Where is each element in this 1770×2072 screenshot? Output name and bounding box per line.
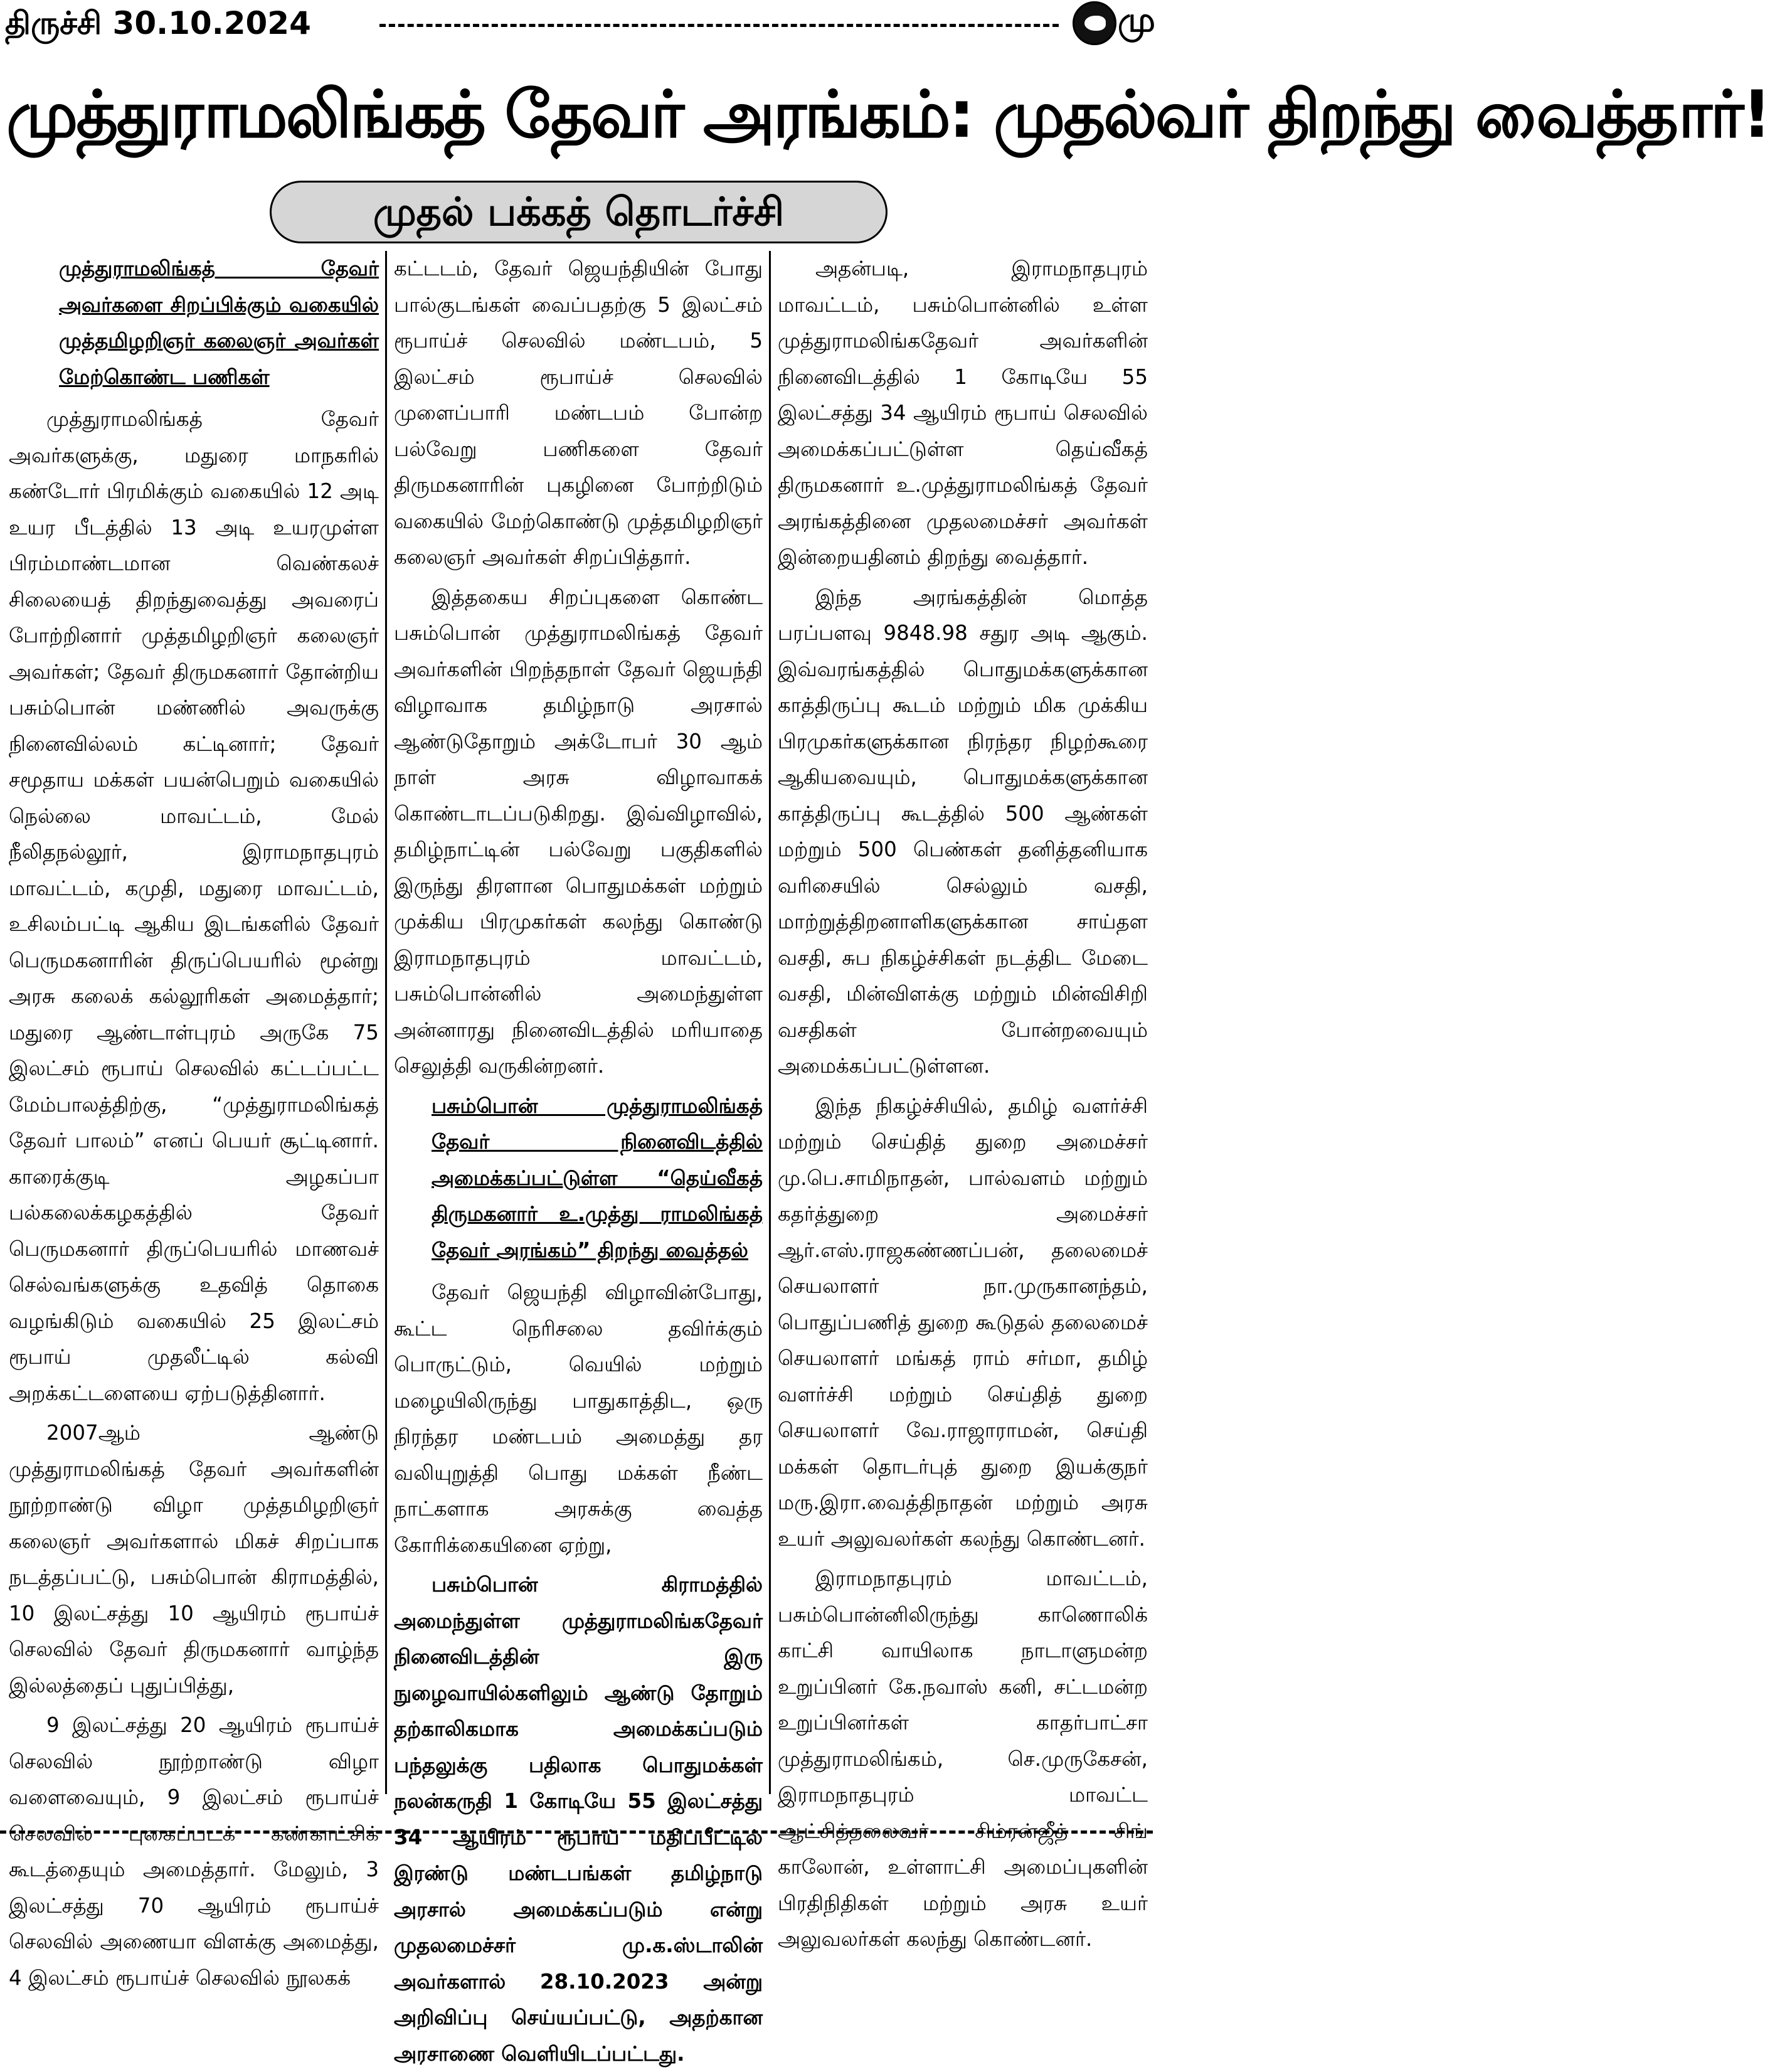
bold-paragraph: பசும்பொன் கிராமத்தில் அமைந்துள்ள முத்துராமலிங்கதேவர் நினைவிடத்தின் இரு நுழைவாயில்களிலும் ஆண்டு தோறும் தற்காலிகமாக அமைக்கப்படும் பந்தலுக்கு பதிலாக பொதுமக்கள் நலன்கருதி 1 கோடியே 55 இலட்சத்து 34 ஆயிரம் ரூபாய் மதிப்பீட்டில் இரண்டு மண்டபங்கள் தமிழ்நாடு அரசால் அமைக்கப்படும் என்று முதலமைச்சர் மு.க.ஸ்டாலின் அவர்களால் 28.10.2023 அன்று அறிவிப்பு செய்யப்பட்டு, அதற்கான அரசாணை வெளியிடப்பட்டது.: [394, 1573, 763, 2066]
paragraph: இத்தகைய சிறப்புகளை கொண்ட பசும்பொன் முத்துராமலிங்கத் தேவர் அவர்களின் பிறந்தநாள் தேவர் ஜெயந்தி விழாவாக தமிழ்நாடு அரசால் ஆண்டுதோறும் அக்டோபர் 30 ஆம் நாள் அரசு விழாவாகக் கொண்டாடப்படுகிறது. இவ்விழாவில், தமிழ்நாட்டின் பல்வேறு பகுதிகளில் இருந்து திரளான பொதுமக்கள் மற்றும் முக்கிய பிரமுகர்கள் கலந்து கொண்டு இராமநாதபுரம் மாவட்டம், பசும்பொன்னில் அமைந்துள்ள அன்னாரது நினைவிடத்தில் மரியாதை செலுத்தி வருகின்றனர்.: [394, 585, 763, 1078]
masthead-logo-text: மு: [1118, 0, 1155, 40]
paragraph: இந்த நிகழ்ச்சியில், தமிழ் வளர்ச்சி மற்றும் செய்தித் துறை அமைச்சர் மு.பெ.சாமிநாதன், பால்வளம் மற்றும் கதர்த்துறை அமைச்சர் ஆர்.எஸ்.ராஜகண்ணப்பன், தலைமைச் செயலாளர் நா.முருகானந்தம், பொதுப்பணித் துறை கூடுதல் தலைமைச் செயலாளர் மங்கத் ராம் சர்மா, தமிழ் வளர்ச்சி மற்றும் செய்தித் துறை செயலாளர் வே.ராஜாராமன், செய்தி மக்கள் தொடர்புத் துறை இயக்குநர் மரு.இரா.வைத்திநாதன் மற்றும் அரசு உயர் அலுவலர்கள் கலந்து கொண்டனர்.: [778, 1093, 1148, 1551]
paragraph: தேவர் ஜெயந்தி விழாவின்போது, கூட்ட நெரிசலை தவிர்க்கும் பொருட்டும், வெயில் மற்றும் மழையிலிருந்து பாதுகாத்திட, ஒரு நிரந்தர மண்டபம் அமைத்து தர வலியுறுத்தி பொது மக்கள் நீண்ட நாட்களாக அரசுக்கு வைத்த கோரிக்கையினை ஏற்று,: [394, 1280, 763, 1557]
bull-logo-icon: [1073, 1, 1116, 45]
paragraph: கட்டடம், தேவர் ஜெயந்தியின் போது பால்குடங்கள் வைப்பதற்கு 5 இலட்சம் ரூபாய்ச் செலவில் மண்டபம், 5 இலட்சம் ரூபாய்ச் செலவில் முளைப்பாரி மண்டபம் போன்ற பல்வேறு பணிகளை தேவர் திருமகனாரின் புகழினை போற்றிடும் வகையில் மேற்கொண்டு முத்தமிழறிஞர் கலைஞர் அவர்கள் சிறப்பித்தார்.: [394, 257, 763, 569]
paragraph: முத்துராமலிங்கத் தேவர் அவர்களுக்கு, மதுரை மாநகரில் கண்டோர் பிரமிக்கும் வகையில் 12 அடி உயர பீடத்தில் 13 அடி உயரமுள்ள பிரம்மாண்டமான வெண்கலச் சிலையைத் திறந்துவைத்து அவரைப் போற்றினார் முத்தமிழறிஞர் கலைஞர் அவர்கள்; தேவர் திருமகனார் தோன்றிய பசும்பொன் மண்ணில் அவருக்கு நினைவில்லம் கட்டினார்; தேவர் சமூதாய மக்கள் பயன்பெறும் வகையில் நெல்லை மாவட்டம், மேல் நீலிதநல்லூர், இராமநாதபுரம் மாவட்டம், கமுதி, மதுரை மாவட்டம், உசிலம்பட்டி ஆகிய இடங்களில் தேவர் பெருமகனாரின் திருப்பெயரில் மூன்று அரசு கலைக் கல்லூரிகள் அமைத்தார்; மதுரை ஆண்டாள்புரம் அருகே 75 இலட்சம் ரூபாய் செலவில் கட்டப்பட்ட மேம்பாலத்திற்கு, “முத்துராமலிங்கத் தேவர் பாலம்” எனப் பெயர் சூட்டினார். காரைக்குடி அழகப்பா பல்கலைக்கழகத்தில் தேவர் பெருமகனார் திருப்பெயரில் மாணவச் செல்வங்களுக்கு உதவித் தொகை வழங்கிடும் வகையில் 25 இலட்சம் ரூபாய் முதலீட்டில் கல்வி அறக்கட்டளையை ஏற்படுத்தினார்.: [9, 407, 379, 1405]
paragraph: அதன்படி, இராமநாதபுரம் மாவட்டம், பசும்பொன்னில் உள்ள முத்துராமலிங்கதேவர் அவர்களின் நினைவிடத்தில் 1 கோடியே 55 இலட்சத்து 34 ஆயிரம் ரூபாய் செலவில் அமைக்கப்பட்டுள்ள தெய்வீகத் திருமகனார் உ.முத்துராமலிங்கத் தேவர் அரங்கத்தினை முதலமைச்சர் அவர்கள் இன்றையதினம் திறந்து வைத்தார்.: [778, 257, 1148, 569]
column-1-subhead: முத்துராமலிங்கத் தேவர் அவர்களை சிறப்பிக்கும் வகையில் முத்தமிழறிஞர் கலைஞர் அவர்கள் மேற்கொண்ட பணிகள்: [59, 257, 379, 389]
article-column-1: [9, 251, 379, 1990]
masthead-rule: [379, 24, 1059, 27]
column-divider: [385, 251, 387, 1794]
paragraph: இராமநாதபுரம் மாவட்டம், பசும்பொன்னிலிருந்து காணொலிக் காட்சி வாயிலாக நாடாளுமன்ற உறுப்பினர் கே.நவாஸ் கனி, சட்டமன்ற உறுப்பினர்கள் காதர்பாட்சா முத்துராமலிங்கம், செ.முருகேசன், இராமநாதபுரம் மாவட்ட ஆட்சித்தலைவர் சிம்ரன்ஜீத் சிங் காலோன், உள்ளாட்சி அமைப்புகளின் பிரதிநிதிகள் மற்றும் அரசு உயர் அலுவலர்கள் கலந்து கொண்டனர்.: [778, 1566, 1148, 1951]
paragraph: 9 இலட்சத்து 20 ஆயிரம் ரூபாய்ச் செலவில் நூற்றாண்டு விழா வளைவையும், 9 இலட்சம் ரூபாய்ச் செலவில் புகைப்படக் கண்காட்சிக் கூடத்தையும் அமைத்தார். மேலும், 3 இலட்சத்து 70 ஆயிரம் ரூபாய்ச் செலவில் அணையா விளக்கு அமைத்து, 4 இலட்சம் ரூபாய்ச் செலவில் நூலகக்: [9, 1713, 379, 1990]
column-divider: [769, 251, 771, 1794]
paragraph: 2007ஆம் ஆண்டு முத்துராமலிங்கத் தேவர் அவர்களின் நூற்றாண்டு விழா முத்தமிழறிஞர் கலைஞர் அவர்களால் மிகச் சிறப்பாக நடத்தப்பட்டு, பசும்பொன் கிராமத்தில், 10 இலட்சத்து 10 ஆயிரம் ரூபாய்ச் செலவில் தேவர் திருமகனார் வாழ்ந்த இல்லத்தைப் புதுப்பித்து,: [9, 1421, 379, 1697]
headline: முத்துராமலிங்கத் தேவர் அரங்கம்: முதல்வர் திறந்து வைத்தார்!: [6, 77, 1770, 152]
paragraph: இந்த அரங்கத்தின் மொத்த பரப்பளவு 9848.98 சதுர அடி ஆகும். இவ்வரங்கத்தில் பொதுமக்களுக்கான காத்திருப்பு கூடம் மற்றும் மிக முக்கிய பிரமுகர்களுக்கான நிரந்தர நிழற்கூரை ஆகியவையும், பொதுமக்களுக்கான காத்திருப்பு கூடத்தில் 500 ஆண்கள் மற்றும் 500 பெண்கள் தனித்தனியாக வரிசையில் செல்லும் வசதி, மாற்றுத்திறனாளிகளுக்கான சாய்தள வசதி, சுப நிகழ்ச்சிகள் நடத்திட மேடை வசதி, மின்விளக்கு மற்றும் மின்விசிறி வசதிகள் போன்றவையும் அமைக்கப்பட்டுள்ளன.: [778, 585, 1148, 1078]
edition-city-date: திருச்சி 30.10.2024: [5, 5, 311, 41]
column-2-subhead: பசும்பொன் முத்துராமலிங்கத் தேவர் நினைவிடத்தில் அமைக்கப்பட்டுள்ள “தெய்வீகத் திருமகனார் உ.முத்து ராமலிங்கத் தேவர் அரங்கம்” திறந்து வைத்தல்: [432, 1093, 763, 1262]
article-column-2: [394, 251, 763, 2066]
continuation-badge: முதல் பக்கத் தொடர்ச்சி: [270, 181, 888, 243]
masthead: [0, 0, 1153, 50]
article-column-3: [778, 251, 1148, 1951]
bottom-rule: [0, 1830, 1153, 1834]
